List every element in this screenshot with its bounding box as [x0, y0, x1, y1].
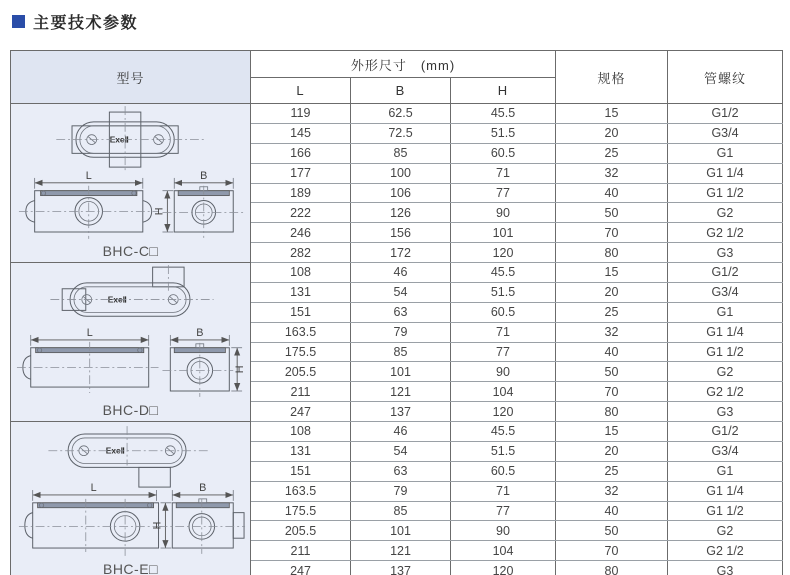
table-cell: 282	[251, 243, 351, 263]
table-cell: 50	[556, 521, 668, 541]
table-cell: 32	[556, 163, 668, 183]
side-view	[151, 482, 245, 554]
table-cell: G2 1/2	[668, 382, 783, 402]
table-cell: G1 1/2	[668, 501, 783, 521]
table-cell: 25	[556, 302, 668, 322]
table-cell: G1	[668, 143, 783, 163]
table-cell: 120	[451, 561, 556, 575]
table-cell: G1 1/4	[668, 322, 783, 342]
table-cell: G1 1/4	[668, 481, 783, 501]
table-cell: 40	[556, 342, 668, 362]
model-label: BHC-E□	[102, 561, 158, 575]
model-block-bhc-e	[11, 422, 783, 575]
table-cell: 32	[556, 481, 668, 501]
table-cell: 72.5	[351, 123, 451, 143]
table-cell: 126	[351, 203, 451, 223]
table-cell: 247	[251, 561, 351, 575]
table-cell: G3	[668, 402, 783, 422]
table-cell: G2	[668, 203, 783, 223]
table-cell: 40	[556, 501, 668, 521]
table-cell: 45.5	[451, 263, 556, 283]
col-header-model: 型号	[11, 51, 251, 104]
table-cell: 247	[251, 402, 351, 422]
table-cell: 15	[556, 104, 668, 124]
table-cell: 163.5	[251, 481, 351, 501]
side-view	[153, 170, 243, 238]
table-cell: 77	[451, 342, 556, 362]
table-cell: 60.5	[451, 143, 556, 163]
table-cell: G3	[668, 243, 783, 263]
col-header-thread: 管螺纹	[668, 51, 783, 104]
col-header-H: H	[451, 78, 556, 104]
table-cell: G3/4	[668, 123, 783, 143]
table-cell: 20	[556, 441, 668, 461]
table-cell: 50	[556, 203, 668, 223]
table-cell: 131	[251, 282, 351, 302]
table-cell: 32	[556, 322, 668, 342]
table-cell: 60.5	[451, 461, 556, 481]
table-cell: 77	[451, 183, 556, 203]
table-cell: 189	[251, 183, 351, 203]
front-view	[16, 327, 158, 393]
table-cell: 80	[556, 561, 668, 575]
table-cell: 25	[556, 143, 668, 163]
table-cell: 90	[451, 203, 556, 223]
table-cell: G1	[668, 302, 783, 322]
model-block-bhc-d	[11, 263, 783, 422]
technical-drawing-bhc-e	[15, 424, 247, 560]
table-cell: 85	[351, 342, 451, 362]
table-cell: 175.5	[251, 342, 351, 362]
table-cell: 151	[251, 461, 351, 481]
table-cell: 70	[556, 382, 668, 402]
table-cell: 20	[556, 282, 668, 302]
table-cell: G3/4	[668, 441, 783, 461]
col-header-L: L	[251, 78, 351, 104]
table-cell: 104	[451, 541, 556, 561]
table-row	[11, 263, 783, 283]
table-cell: 51.5	[451, 282, 556, 302]
col-header-spec: 规格	[556, 51, 668, 104]
table-cell: 62.5	[351, 104, 451, 124]
front-view	[18, 482, 163, 556]
dim-label-height: H	[150, 521, 163, 530]
table-cell: 205.5	[251, 362, 351, 382]
table-cell: G1	[668, 461, 783, 481]
dim-label-width: B	[198, 482, 206, 495]
table-cell: 54	[351, 441, 451, 461]
table-cell: 121	[351, 541, 451, 561]
table-cell: 172	[351, 243, 451, 263]
table-cell: 211	[251, 541, 351, 561]
table-cell: 137	[351, 561, 451, 575]
table-cell: 15	[556, 422, 668, 442]
table-cell: 121	[351, 382, 451, 402]
table-cell: 45.5	[451, 422, 556, 442]
table-cell: 163.5	[251, 322, 351, 342]
table-row	[11, 104, 783, 124]
table-cell: 106	[351, 183, 451, 203]
col-header-B: B	[351, 78, 451, 104]
table-cell: 177	[251, 163, 351, 183]
table-cell: 70	[556, 223, 668, 243]
table-cell: 90	[451, 521, 556, 541]
front-view	[18, 170, 158, 239]
table-row	[11, 422, 783, 442]
table-cell: 119	[251, 104, 351, 124]
model-drawing-cell	[11, 263, 251, 422]
table-cell: 51.5	[451, 441, 556, 461]
table-cell: 50	[556, 362, 668, 382]
table-cell: 70	[556, 541, 668, 561]
spec-table	[10, 50, 783, 575]
table-cell: 71	[451, 481, 556, 501]
table-cell: 120	[451, 402, 556, 422]
table-cell: G1 1/2	[668, 342, 783, 362]
table-cell: G1 1/4	[668, 163, 783, 183]
table-cell: 166	[251, 143, 351, 163]
table-cell: 71	[451, 163, 556, 183]
table-cell: 51.5	[451, 123, 556, 143]
table-cell: 77	[451, 501, 556, 521]
table-cell: 79	[351, 481, 451, 501]
table-cell: 60.5	[451, 302, 556, 322]
side-view	[162, 327, 246, 397]
table-cell: G2 1/2	[668, 541, 783, 561]
table-cell: G1/2	[668, 104, 783, 124]
table-cell: 104	[451, 382, 556, 402]
table-cell: 45.5	[451, 104, 556, 124]
table-cell: 80	[556, 402, 668, 422]
table-header	[11, 51, 783, 104]
table-cell: 211	[251, 382, 351, 402]
table-cell: 131	[251, 441, 351, 461]
table-cell: G2	[668, 362, 783, 382]
top-view	[48, 426, 207, 487]
model-label: BHC-D□	[102, 402, 159, 418]
table-cell: 71	[451, 322, 556, 342]
table-cell: 25	[556, 461, 668, 481]
table-cell: 46	[351, 263, 451, 283]
table-cell: 205.5	[251, 521, 351, 541]
table-cell: 101	[451, 223, 556, 243]
table-cell: 85	[351, 143, 451, 163]
table-cell: G2 1/2	[668, 223, 783, 243]
title-bullet-icon	[12, 15, 25, 28]
section-title-text: 主要技术参数	[33, 15, 139, 32]
model-drawing-cell	[11, 422, 251, 575]
table-cell: 63	[351, 461, 451, 481]
table-cell: G2	[668, 521, 783, 541]
col-header-dimensions: 外形尺寸 (mm)	[251, 51, 556, 78]
dim-label-length: L	[86, 326, 93, 339]
dim-label-height: H	[233, 365, 246, 374]
dim-label-height: H	[152, 207, 165, 216]
ex-marking-label: ExeⅡ	[109, 134, 129, 145]
model-drawing-cell	[11, 104, 251, 263]
table-cell: 63	[351, 302, 451, 322]
table-cell: 137	[351, 402, 451, 422]
table-cell: 80	[556, 243, 668, 263]
table-cell: 120	[451, 243, 556, 263]
table-cell: 151	[251, 302, 351, 322]
table-cell: 54	[351, 282, 451, 302]
dim-label-length: L	[85, 169, 92, 182]
technical-drawing-bhc-d	[15, 265, 247, 401]
dim-label-length: L	[90, 482, 97, 495]
table-cell: 246	[251, 223, 351, 243]
table-cell: 46	[351, 422, 451, 442]
section-title	[12, 10, 138, 33]
table-cell: G1 1/2	[668, 183, 783, 203]
table-cell: 40	[556, 183, 668, 203]
top-view	[50, 265, 213, 316]
table-cell: 222	[251, 203, 351, 223]
table-cell: 90	[451, 362, 556, 382]
model-label: BHC-C□	[102, 243, 159, 259]
table-cell: 101	[351, 362, 451, 382]
table-cell: G1/2	[668, 422, 783, 442]
table-cell: 79	[351, 322, 451, 342]
table-cell: 101	[351, 521, 451, 541]
dim-label-width: B	[195, 326, 203, 339]
table-cell: 108	[251, 263, 351, 283]
table-cell: 20	[556, 123, 668, 143]
table-cell: 15	[556, 263, 668, 283]
table-cell: 156	[351, 223, 451, 243]
ex-marking-label: ExeⅡ	[107, 294, 127, 305]
ex-marking-label: ExeⅡ	[105, 445, 125, 456]
table-cell: G3	[668, 561, 783, 575]
dim-label-width: B	[199, 169, 207, 182]
table-cell: 175.5	[251, 501, 351, 521]
table-cell: 85	[351, 501, 451, 521]
model-block-bhc-c	[11, 104, 783, 263]
table-cell: 108	[251, 422, 351, 442]
table-cell: 100	[351, 163, 451, 183]
table-cell: G1/2	[668, 263, 783, 283]
table-cell: G3/4	[668, 282, 783, 302]
top-view	[56, 106, 203, 173]
table-cell: 145	[251, 123, 351, 143]
technical-drawing-bhc-c	[15, 106, 247, 242]
